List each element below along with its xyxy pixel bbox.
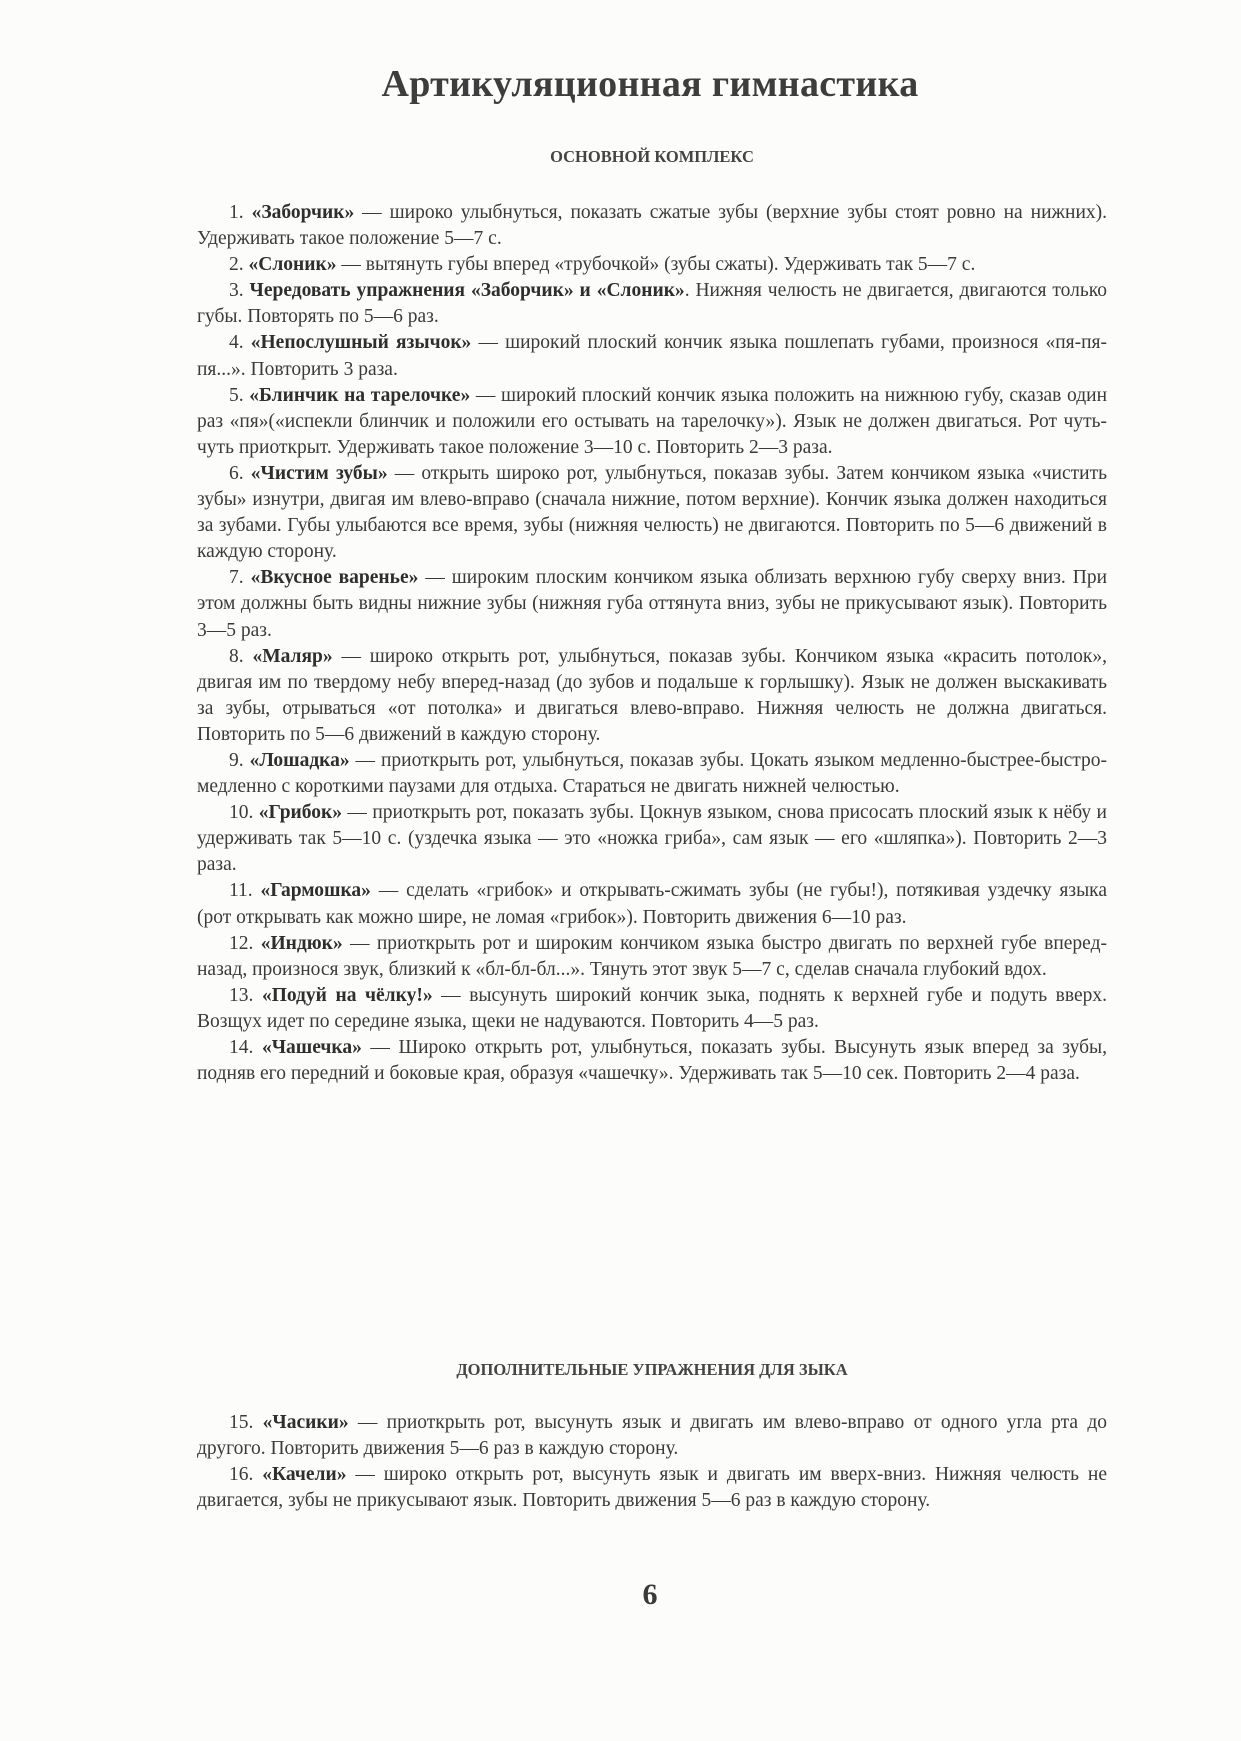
- exercise-number: 16.: [229, 1464, 254, 1486]
- exercise-item: [197, 278, 1107, 330]
- exercise-description: — приоткрыть рот, улыбнуться, показав зубы. Цокать языком медленно-быстрее-быстро-медленно с короткими паузами для отдыха. Стараться не двигать нижней челюстью.: [197, 749, 1107, 798]
- exercise-name: «Слоник»: [248, 254, 337, 276]
- exercise-name: «Часики»: [262, 1412, 349, 1433]
- exercise-item: [197, 461, 1107, 565]
- exercise-number: 11.: [229, 880, 253, 902]
- additional-exercise-list: [197, 1410, 1107, 1514]
- exercise-number: 15.: [229, 1412, 254, 1433]
- exercise-number: 5.: [229, 384, 244, 406]
- exercise-number: 7.: [229, 567, 244, 589]
- exercise-number: 10.: [229, 802, 254, 824]
- exercise-number: 12.: [229, 932, 254, 954]
- exercise-number: 2.: [229, 254, 244, 276]
- exercise-item: [197, 1410, 1107, 1462]
- exercise-name: «Непослушный язычок»: [250, 332, 472, 354]
- page-title: Артикуляционная гимнастика: [381, 63, 919, 105]
- exercise-number: 3.: [229, 280, 244, 302]
- exercise-description: — вытянуть губы вперед «трубочкой» (зубы сжаты). Удерживать так 5—7 с.: [336, 254, 976, 276]
- exercise-description: — высунуть широкий кончик зыка, поднять к верхней губе и подуть вверх. Возщух идет по середине языка, щеки не надуваются. Повторить 4—5 раз.: [197, 984, 1108, 1032]
- exercise-item: [197, 252, 1107, 278]
- exercise-name: «Маляр»: [252, 645, 333, 667]
- exercise-description: — открыть широко рот, улыбнуться, показав зубы. Затем кончиком языка «чистить зубы» изнутри, двигая им влево-вправо (сначала нижние, потом верхние). Кончик языка должен находиться за зубами. Губы улыбаются все время, зубы (нижняя челюсть) не двигаются. Повторить по 5—6 движений в каждую сторону.: [197, 462, 1108, 563]
- exercise-name: «Лошадка»: [249, 749, 350, 771]
- exercise-number: 9.: [229, 749, 244, 771]
- section-heading-main: ОСНОВНОЙ КОМПЛЕКС: [550, 147, 754, 166]
- exercise-item: [197, 200, 1107, 252]
- exercise-number: 8.: [229, 645, 244, 667]
- main-exercise-list: [197, 200, 1107, 1087]
- exercise-number: 14.: [229, 1037, 254, 1058]
- exercise-item: [197, 800, 1107, 878]
- exercise-name: «Блинчик на тарелочке»: [249, 384, 471, 406]
- exercise-item: [197, 878, 1107, 930]
- exercise-name: «Заборчик»: [251, 202, 355, 223]
- exercise-description: — широким плоским кончиком языка облизать верхнюю губу сверху вниз. При этом должны быть видны нижние зубы (нижняя губа оттянута вниз, зубы не прикусывают язык). Повторить 3—5 раз.: [197, 567, 1108, 641]
- exercise-item: [197, 748, 1107, 800]
- exercise-number: 1.: [229, 202, 244, 223]
- exercise-description: — широко открыть рот, улыбнуться, показав зубы. Кончиком языка «красить потолок», двигая им по твердому небу вперед-назад (до зубов и подальше к горлышку). Язык не должен выскакивать за зубы, отрываться «от потолка» и двигаться влево-вправо. Нижняя челюсть не должна двигаться. Повторить по 5—6 движений в каждую сторону.: [197, 645, 1107, 745]
- exercise-item: [197, 644, 1107, 748]
- exercise-name: «Грибок»: [258, 802, 343, 824]
- exercise-description: — широкий плоский кончик языка положить на нижнюю губу, сказав один раз «пя»(«испекли блинчик и положили его остывать на тарелочку»). Язык не должен двигаться. Рот чуть-чуть приоткрыт. Удерживать такое положение 3—10 с. Повторить 2—3 раза.: [197, 384, 1108, 458]
- exercise-number: 4.: [229, 332, 244, 354]
- exercise-number: 13.: [229, 984, 254, 1006]
- exercise-description: — Широко открыть рот, улыбнуться, показать зубы. Высунуть язык вперед за зубы, подняв его передний и боковые края, образуя «чашечку». Удерживать так 5—10 сек. Повторить 2—4 раза.: [197, 1037, 1107, 1085]
- exercise-description: . Нижняя челюсть не двигается, двигаются только губы. Повторять по 5—6 раз.: [197, 280, 1108, 328]
- exercise-description: — приоткрыть рот, высунуть язык и двигать им влево-вправо от одного угла рта до другого. Повторить движения 5—6 раз в каждую сторону.: [197, 1412, 1107, 1460]
- exercise-item: [197, 330, 1107, 382]
- exercise-item: [197, 1035, 1107, 1087]
- exercise-name: «Гармошка»: [260, 880, 371, 902]
- exercise-description: — широко открыть рот, высунуть язык и двигать им вверх-вниз. Нижняя челюсть не двигается, зубы не прикусывают язык. Повторить движения 5—6 раз в каждую сторону.: [197, 1464, 1108, 1512]
- page-number: 6: [642, 1578, 658, 1611]
- exercise-description: — сделать «грибок» и открывать-сжимать зубы (не губы!), потякивая уздечку языка (рот открывать как можно шире, не ломая «грибок»). Повторить движения 6—10 раз.: [197, 880, 1108, 928]
- exercise-description: — широко улыбнуться, показать сжатые зубы (верхние зубы стоят ровно на нижних). Удерживать такое положение 5—7 с.: [197, 202, 1107, 250]
- exercise-item: [197, 565, 1107, 643]
- exercise-name: «Подуй на чёлку!»: [261, 984, 433, 1006]
- exercise-name: «Индюк»: [260, 932, 343, 954]
- exercise-name: «Качели»: [262, 1464, 347, 1486]
- exercise-description: — приоткрыть рот и широким кончиком языка быстро двигать по верхней губе вперед-назад, произнося звук, близкий к «бл-бл-бл...». Тянуть этот звук 5—7 с, сделав сначала глубокий вдох.: [197, 932, 1107, 980]
- exercise-description: — приоткрыть рот, показать зубы. Цокнув языком, снова присосать плоский язык к нёбу и удерживать так 5—10 с. (уздечка языка — это «ножка гриба», сам язык — его «шляпка»). Повторить 2—3 раза.: [197, 802, 1107, 876]
- exercise-description: — широкий плоский кончик языка пошлепать губами, произнося «пя-пя-пя...». Повторить 3 раза.: [197, 332, 1107, 380]
- exercise-name: «Чистим зубы»: [250, 462, 388, 484]
- exercise-name: Чередовать упражнения «Заборчик» и «Слоник»: [249, 280, 685, 302]
- exercise-name: «Чашечка»: [261, 1037, 362, 1058]
- exercise-item: [197, 1462, 1107, 1514]
- exercise-number: 6.: [229, 462, 244, 484]
- exercise-name: «Вкусное варенье»: [250, 567, 419, 589]
- exercise-item: [197, 983, 1107, 1035]
- exercise-item: [197, 931, 1107, 983]
- exercise-item: [197, 383, 1107, 461]
- section-heading-additional: ДОПОЛНИТЕЛЬНЫЕ УПРАЖНЕНИЯ ДЛЯ ЗЫКА: [456, 1360, 848, 1379]
